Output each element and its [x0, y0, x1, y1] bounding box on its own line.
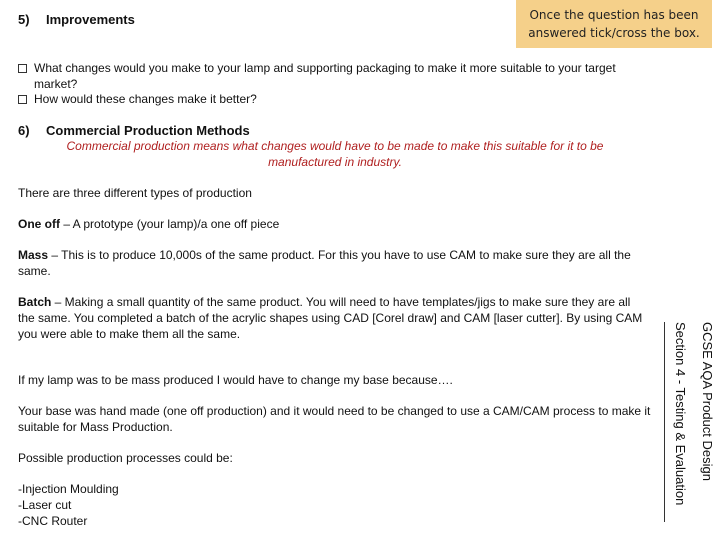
- sidebar-section-title: Section 4 - Testing & Evaluation: [673, 322, 688, 506]
- callout-text: Once the question has been answered tick/cross the box.: [528, 8, 700, 40]
- base-explanation: Your base was hand made (one off production) and it would need to be changed to use a CAM/CAM process to make it suitable for Mass Production.: [18, 404, 651, 434]
- checkbox-icon[interactable]: [18, 95, 27, 104]
- mass-text: – This is to produce 10,000s of the same product. For this you have to use CAM to make sure they are all the same.: [18, 248, 631, 278]
- section5-number: 5): [18, 12, 30, 27]
- question-text-2: How would these changes make it better?: [34, 92, 257, 106]
- one-off-text: – A prototype (your lamp)/a one off piece: [60, 217, 280, 231]
- one-off-paragraph: [18, 216, 648, 232]
- mass-paragraph: [18, 247, 648, 279]
- section6-subtitle: Commercial production means what changes would have to be made to make this suitable for it to be manufactured in industry.: [66, 139, 604, 169]
- process-item: -Laser cut: [18, 498, 72, 512]
- process-item: -Injection Moulding: [18, 482, 119, 496]
- question-text-1: What changes would you make to your lamp and supporting packaging to make it more suitable to your target market?: [34, 61, 616, 91]
- instruction-callout: [516, 0, 712, 48]
- question-item-2[interactable]: [18, 91, 648, 107]
- sidebar-course-title: GCSE AQA Product Design: [700, 322, 715, 481]
- mass-change-text: If my lamp was to be mass produced I would have to change my base because….: [18, 373, 453, 387]
- batch-paragraph: [18, 294, 648, 342]
- batch-text: – Making a small quantity of the same product. You will need to have templates/jigs to make sure they are all the same. You completed a batch of the acrylic shapes using CAD [Corel draw] and CAM [laser cutter]. By using CAM you were able to make them all the same.: [18, 295, 643, 341]
- section6-number: 6): [18, 123, 30, 138]
- one-off-term: One off: [18, 217, 60, 231]
- question-item-1[interactable]: [18, 60, 648, 92]
- section5-title: Improvements: [46, 12, 135, 27]
- processes-intro: Possible production processes could be:: [18, 451, 233, 465]
- checkbox-icon[interactable]: [18, 64, 27, 73]
- process-item: -CNC Router: [18, 514, 88, 528]
- course-sidebar: [664, 322, 720, 522]
- batch-term: Batch: [18, 295, 52, 309]
- section6-title: Commercial Production Methods: [46, 123, 250, 138]
- mass-term: Mass: [18, 248, 49, 262]
- production-intro: There are three different types of production: [18, 186, 252, 200]
